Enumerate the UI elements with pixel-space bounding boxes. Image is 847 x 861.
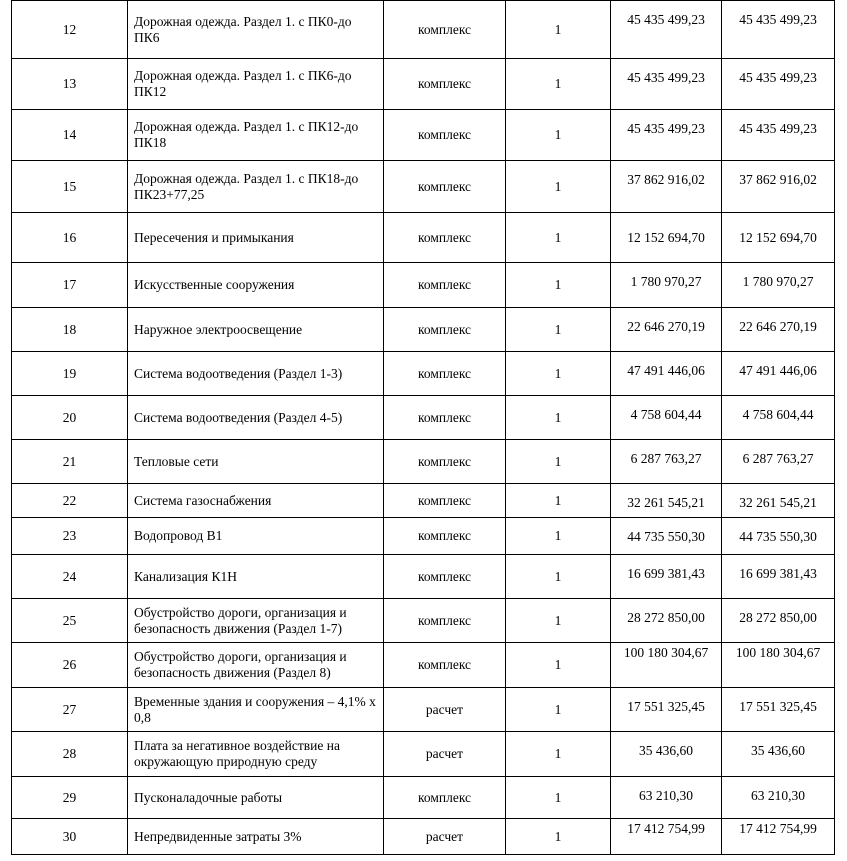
quantity-cell: 1 (506, 688, 611, 732)
unit-price-cell: 12 152 694,70 (611, 213, 722, 263)
row-number-cell: 24 (12, 555, 128, 599)
quantity-cell: 1 (506, 59, 611, 110)
unit-cell: комплекс (384, 484, 506, 518)
unit-price-cell: 63 210,30 (611, 777, 722, 819)
row-number-cell: 21 (12, 440, 128, 484)
total-cost-cell: 1 780 970,27 (722, 263, 835, 308)
unit-price-cell: 44 735 550,30 (611, 518, 722, 555)
work-name-cell: Система газоснабжения (128, 484, 384, 518)
quantity-cell: 1 (506, 599, 611, 643)
row-number-cell: 19 (12, 352, 128, 396)
quantity-cell: 1 (506, 440, 611, 484)
quantity-cell: 1 (506, 308, 611, 352)
total-cost-cell: 45 435 499,23 (722, 110, 835, 161)
row-number-cell: 23 (12, 518, 128, 555)
row-number-cell: 12 (12, 1, 128, 59)
quantity-cell: 1 (506, 263, 611, 308)
row-number-cell: 16 (12, 213, 128, 263)
unit-cell: комплекс (384, 599, 506, 643)
total-cost-cell: 17 551 325,45 (722, 688, 835, 732)
unit-cell: комплекс (384, 110, 506, 161)
row-number-cell: 30 (12, 819, 128, 855)
unit-cell: комплекс (384, 1, 506, 59)
unit-price-cell: 28 272 850,00 (611, 599, 722, 643)
row-number-cell: 25 (12, 599, 128, 643)
unit-cell: комплекс (384, 777, 506, 819)
quantity-cell: 1 (506, 352, 611, 396)
table-row (12, 110, 835, 161)
unit-cell: комплекс (384, 263, 506, 308)
work-name-cell: Непредвиденные затраты 3% (128, 819, 384, 855)
table-row (12, 213, 835, 263)
unit-cell: комплекс (384, 161, 506, 213)
unit-cell: комплекс (384, 213, 506, 263)
table-row (12, 59, 835, 110)
unit-price-cell: 37 862 916,02 (611, 161, 722, 213)
row-number-cell: 18 (12, 308, 128, 352)
unit-price-cell: 1 780 970,27 (611, 263, 722, 308)
table-row (12, 599, 835, 643)
quantity-cell: 1 (506, 518, 611, 555)
unit-price-cell: 4 758 604,44 (611, 396, 722, 440)
table-row (12, 643, 835, 688)
unit-price-cell: 17 412 754,99 (611, 819, 722, 855)
table-row (12, 308, 835, 352)
unit-price-cell: 35 436,60 (611, 732, 722, 777)
work-name-cell: Временные здания и сооружения – 4,1% х 0,8 (128, 688, 384, 732)
quantity-cell: 1 (506, 819, 611, 855)
work-name-cell: Наружное электроосвещение (128, 308, 384, 352)
unit-cell: комплекс (384, 352, 506, 396)
unit-cell: комплекс (384, 396, 506, 440)
work-name-cell: Канализация К1Н (128, 555, 384, 599)
work-name-cell: Дорожная одежда. Раздел 1. с ПК6-до ПК12 (128, 59, 384, 110)
row-number-cell: 20 (12, 396, 128, 440)
work-name-cell: Дорожная одежда. Раздел 1. с ПК0-до ПК6 (128, 1, 384, 59)
table-row (12, 396, 835, 440)
row-number-cell: 26 (12, 643, 128, 688)
total-cost-cell: 32 261 545,21 (722, 484, 835, 518)
total-cost-cell: 45 435 499,23 (722, 59, 835, 110)
unit-price-cell: 45 435 499,23 (611, 59, 722, 110)
unit-cell: комплекс (384, 308, 506, 352)
work-name-cell: Дорожная одежда. Раздел 1. с ПК18-до ПК23+77,25 (128, 161, 384, 213)
quantity-cell: 1 (506, 555, 611, 599)
row-number-cell: 17 (12, 263, 128, 308)
total-cost-cell: 37 862 916,02 (722, 161, 835, 213)
estimate-table (11, 0, 835, 855)
work-name-cell: Обустройство дороги, организация и безопасность движения (Раздел 1-7) (128, 599, 384, 643)
unit-cell: комплекс (384, 643, 506, 688)
row-number-cell: 27 (12, 688, 128, 732)
unit-price-cell: 45 435 499,23 (611, 110, 722, 161)
work-name-cell: Плата за негативное воздействие на окружающую природную среду (128, 732, 384, 777)
work-name-cell: Система водоотведения (Раздел 4-5) (128, 396, 384, 440)
quantity-cell: 1 (506, 777, 611, 819)
row-number-cell: 14 (12, 110, 128, 161)
table-row (12, 518, 835, 555)
row-number-cell: 28 (12, 732, 128, 777)
total-cost-cell: 17 412 754,99 (722, 819, 835, 855)
unit-cell: расчет (384, 819, 506, 855)
table-row (12, 263, 835, 308)
total-cost-cell: 6 287 763,27 (722, 440, 835, 484)
row-number-cell: 22 (12, 484, 128, 518)
table-row (12, 819, 835, 855)
work-name-cell: Система водоотведения (Раздел 1-3) (128, 352, 384, 396)
work-name-cell: Пересечения и примыкания (128, 213, 384, 263)
total-cost-cell: 63 210,30 (722, 777, 835, 819)
table-row (12, 688, 835, 732)
row-number-cell: 13 (12, 59, 128, 110)
unit-price-cell: 16 699 381,43 (611, 555, 722, 599)
total-cost-cell: 16 699 381,43 (722, 555, 835, 599)
total-cost-cell: 4 758 604,44 (722, 396, 835, 440)
unit-cell: комплекс (384, 555, 506, 599)
unit-price-cell: 47 491 446,06 (611, 352, 722, 396)
total-cost-cell: 47 491 446,06 (722, 352, 835, 396)
quantity-cell: 1 (506, 161, 611, 213)
unit-price-cell: 17 551 325,45 (611, 688, 722, 732)
total-cost-cell: 44 735 550,30 (722, 518, 835, 555)
work-name-cell: Обустройство дороги, организация и безопасность движения (Раздел 8) (128, 643, 384, 688)
total-cost-cell: 100 180 304,67 (722, 643, 835, 688)
table-row (12, 1, 835, 59)
quantity-cell: 1 (506, 732, 611, 777)
work-name-cell: Пусконаладочные работы (128, 777, 384, 819)
work-name-cell: Водопровод В1 (128, 518, 384, 555)
total-cost-cell: 12 152 694,70 (722, 213, 835, 263)
quantity-cell: 1 (506, 643, 611, 688)
table-row (12, 352, 835, 396)
table-row (12, 555, 835, 599)
total-cost-cell: 35 436,60 (722, 732, 835, 777)
table-row (12, 440, 835, 484)
estimate-table-body (12, 1, 835, 855)
unit-cell: расчет (384, 732, 506, 777)
total-cost-cell: 22 646 270,19 (722, 308, 835, 352)
quantity-cell: 1 (506, 213, 611, 263)
table-row (12, 732, 835, 777)
total-cost-cell: 28 272 850,00 (722, 599, 835, 643)
unit-price-cell: 6 287 763,27 (611, 440, 722, 484)
unit-price-cell: 22 646 270,19 (611, 308, 722, 352)
quantity-cell: 1 (506, 1, 611, 59)
quantity-cell: 1 (506, 110, 611, 161)
table-row (12, 484, 835, 518)
unit-price-cell: 45 435 499,23 (611, 1, 722, 59)
quantity-cell: 1 (506, 396, 611, 440)
work-name-cell: Дорожная одежда. Раздел 1. с ПК12-до ПК18 (128, 110, 384, 161)
quantity-cell: 1 (506, 484, 611, 518)
unit-price-cell: 100 180 304,67 (611, 643, 722, 688)
row-number-cell: 15 (12, 161, 128, 213)
unit-cell: комплекс (384, 440, 506, 484)
work-name-cell: Тепловые сети (128, 440, 384, 484)
work-name-cell: Искусственные сооружения (128, 263, 384, 308)
unit-cell: комплекс (384, 518, 506, 555)
table-row (12, 161, 835, 213)
row-number-cell: 29 (12, 777, 128, 819)
total-cost-cell: 45 435 499,23 (722, 1, 835, 59)
unit-price-cell: 32 261 545,21 (611, 484, 722, 518)
unit-cell: расчет (384, 688, 506, 732)
table-row (12, 777, 835, 819)
unit-cell: комплекс (384, 59, 506, 110)
